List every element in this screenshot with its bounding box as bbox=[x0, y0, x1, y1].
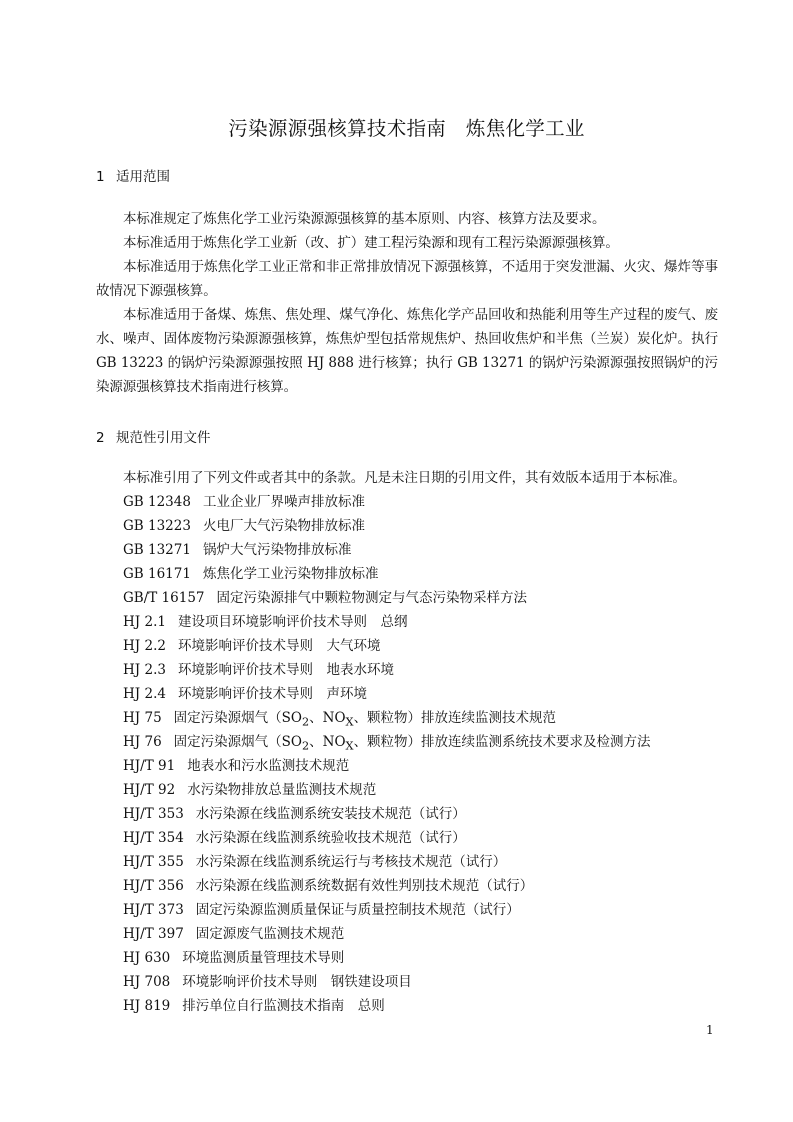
section-number: 2 bbox=[96, 430, 105, 446]
reference-code: HJ 819 bbox=[123, 998, 171, 1014]
reference-item bbox=[123, 706, 651, 730]
title-part: 、颗粒物）排放连续监测技术规范 bbox=[353, 710, 557, 726]
reference-code: HJ/T 91 bbox=[123, 758, 176, 774]
reference-title: 建设项目环境影响评价技术导则 总纲 bbox=[177, 614, 408, 630]
reference-item bbox=[123, 850, 651, 874]
reference-code: GB 16171 bbox=[123, 566, 191, 582]
reference-code: HJ 2.1 bbox=[123, 614, 166, 630]
reference-code: HJ 2.2 bbox=[123, 638, 166, 654]
reference-item bbox=[123, 802, 651, 826]
reference-item bbox=[123, 730, 651, 754]
title-part: 、颗粒物）排放连续监测系统技术要求及检测方法 bbox=[353, 734, 651, 750]
scope-paragraph: 本标准适用于备煤、炼焦、焦处理、煤气净化、炼焦化学产品回收和热能利用等生产过程的废气、废水、噪声、固体废物污染源源强核算，炼焦炉型包括常规焦炉、热回收焦炉和半焦（兰炭）炭化炉。执行 GB 13223 的锅炉污染源源强按照 HJ 888 进行核算；执行 GB 13271 的锅炉污染源源强按照锅炉的污染源源强核算技术指南进行核算。 bbox=[96, 307, 718, 395]
reference-code: HJ/T 355 bbox=[123, 854, 184, 870]
reference-item bbox=[123, 970, 651, 994]
reference-item bbox=[123, 538, 651, 562]
scope-paragraph: 本标准适用于炼焦化学工业新（改、扩）建工程污染源和现有工程污染源源强核算。 bbox=[123, 235, 619, 251]
reference-item bbox=[123, 874, 651, 898]
reference-title: 环境影响评价技术导则 声环境 bbox=[177, 686, 367, 702]
reference-code: HJ/T 397 bbox=[123, 926, 184, 942]
reference-item bbox=[123, 922, 651, 946]
section-heading-scope bbox=[96, 165, 170, 185]
reference-list bbox=[123, 490, 651, 1018]
reference-title: 工业企业厂界噪声排放标准 bbox=[202, 494, 365, 510]
reference-code: HJ 708 bbox=[123, 974, 171, 990]
section-number: 1 bbox=[96, 169, 105, 185]
reference-title: 水污染源在线监测系统数据有效性判别技术规范（试行） bbox=[195, 878, 534, 894]
reference-item bbox=[123, 946, 651, 970]
subscript: 2 bbox=[301, 739, 310, 753]
reference-code: HJ 76 bbox=[123, 734, 162, 750]
reference-code: HJ/T 354 bbox=[123, 830, 184, 846]
reference-title: 固定源废气监测技术规范 bbox=[195, 926, 345, 942]
section-title: 规范性引用文件 bbox=[116, 430, 211, 446]
reference-item bbox=[123, 754, 651, 778]
reference-title: 环境监测质量管理技术导则 bbox=[182, 950, 345, 966]
reference-item bbox=[123, 994, 651, 1018]
reference-item bbox=[123, 778, 651, 802]
title-part: 、NO bbox=[309, 710, 346, 726]
reference-title: 水污染源在线监测系统运行与考核技术规范（试行） bbox=[195, 854, 507, 870]
reference-title bbox=[173, 734, 651, 753]
section-heading-normative-references bbox=[96, 426, 211, 446]
reference-title bbox=[173, 710, 557, 729]
reference-item bbox=[123, 586, 651, 610]
title-part: 固定污染源烟气（SO bbox=[173, 710, 302, 726]
reference-item bbox=[123, 562, 651, 586]
reference-title: 环境影响评价技术导则 地表水环境 bbox=[177, 662, 394, 678]
reference-code: HJ 2.4 bbox=[123, 686, 166, 702]
reference-item bbox=[123, 634, 651, 658]
reference-item bbox=[123, 826, 651, 850]
reference-code: HJ 630 bbox=[123, 950, 171, 966]
reference-title: 固定污染源监测质量保证与质量控制技术规范（试行） bbox=[195, 902, 520, 918]
reference-code: HJ/T 353 bbox=[123, 806, 184, 822]
page-number: 1 bbox=[706, 1023, 714, 1037]
subscript: 2 bbox=[301, 715, 310, 729]
reference-code: HJ/T 356 bbox=[123, 878, 184, 894]
reference-title: 排污单位自行监测技术指南 总则 bbox=[182, 998, 385, 1014]
reference-code: HJ/T 373 bbox=[123, 902, 184, 918]
subscript: X bbox=[345, 739, 354, 753]
reference-title: 水污染源在线监测系统安装技术规范（试行） bbox=[195, 806, 466, 822]
reference-item bbox=[123, 514, 651, 538]
reference-title: 环境影响评价技术导则 钢铁建设项目 bbox=[182, 974, 412, 990]
reference-title: 水污染物排放总量监测技术规范 bbox=[187, 782, 377, 798]
section-title: 适用范围 bbox=[116, 169, 170, 185]
subscript: X bbox=[345, 715, 354, 729]
reference-item bbox=[123, 490, 651, 514]
reference-code: HJ/T 92 bbox=[123, 782, 176, 798]
references-intro: 本标准引用了下列文件或者其中的条款。凡是未注日期的引用文件，其有效版本适用于本标准。 bbox=[123, 470, 686, 486]
title-part: 固定污染源烟气（SO bbox=[173, 734, 302, 750]
reference-title: 水污染源在线监测系统验收技术规范（试行） bbox=[195, 830, 466, 846]
reference-title: 固定污染源排气中颗粒物测定与气态污染物采样方法 bbox=[216, 590, 527, 606]
reference-code: GB 13223 bbox=[123, 518, 191, 534]
reference-title: 火电厂大气污染物排放标准 bbox=[202, 518, 365, 534]
reference-code: GB 12348 bbox=[123, 494, 191, 510]
reference-item bbox=[123, 658, 651, 682]
title-part: 、NO bbox=[309, 734, 346, 750]
reference-code: GB 13271 bbox=[123, 542, 191, 558]
reference-title: 炼焦化学工业污染物排放标准 bbox=[202, 566, 379, 582]
reference-title: 环境影响评价技术导则 大气环境 bbox=[177, 638, 381, 654]
reference-code: HJ 75 bbox=[123, 710, 162, 726]
page-title: 污染源源强核算技术指南 炼焦化学工业 bbox=[228, 117, 585, 140]
reference-code: GB/T 16157 bbox=[123, 590, 205, 606]
reference-item bbox=[123, 682, 651, 706]
reference-title: 地表水和污水监测技术规范 bbox=[187, 758, 350, 774]
reference-item bbox=[123, 898, 651, 922]
scope-paragraph: 本标准适用于炼焦化学工业正常和非正常排放情况下源强核算，不适用于突发泄漏、火灾、爆炸等事故情况下源强核算。 bbox=[96, 259, 718, 299]
reference-code: HJ 2.3 bbox=[123, 662, 166, 678]
reference-title: 锅炉大气污染物排放标准 bbox=[202, 542, 352, 558]
reference-item bbox=[123, 610, 651, 634]
scope-paragraph: 本标准规定了炼焦化学工业污染源源强核算的基本原则、内容、核算方法及要求。 bbox=[123, 211, 606, 227]
